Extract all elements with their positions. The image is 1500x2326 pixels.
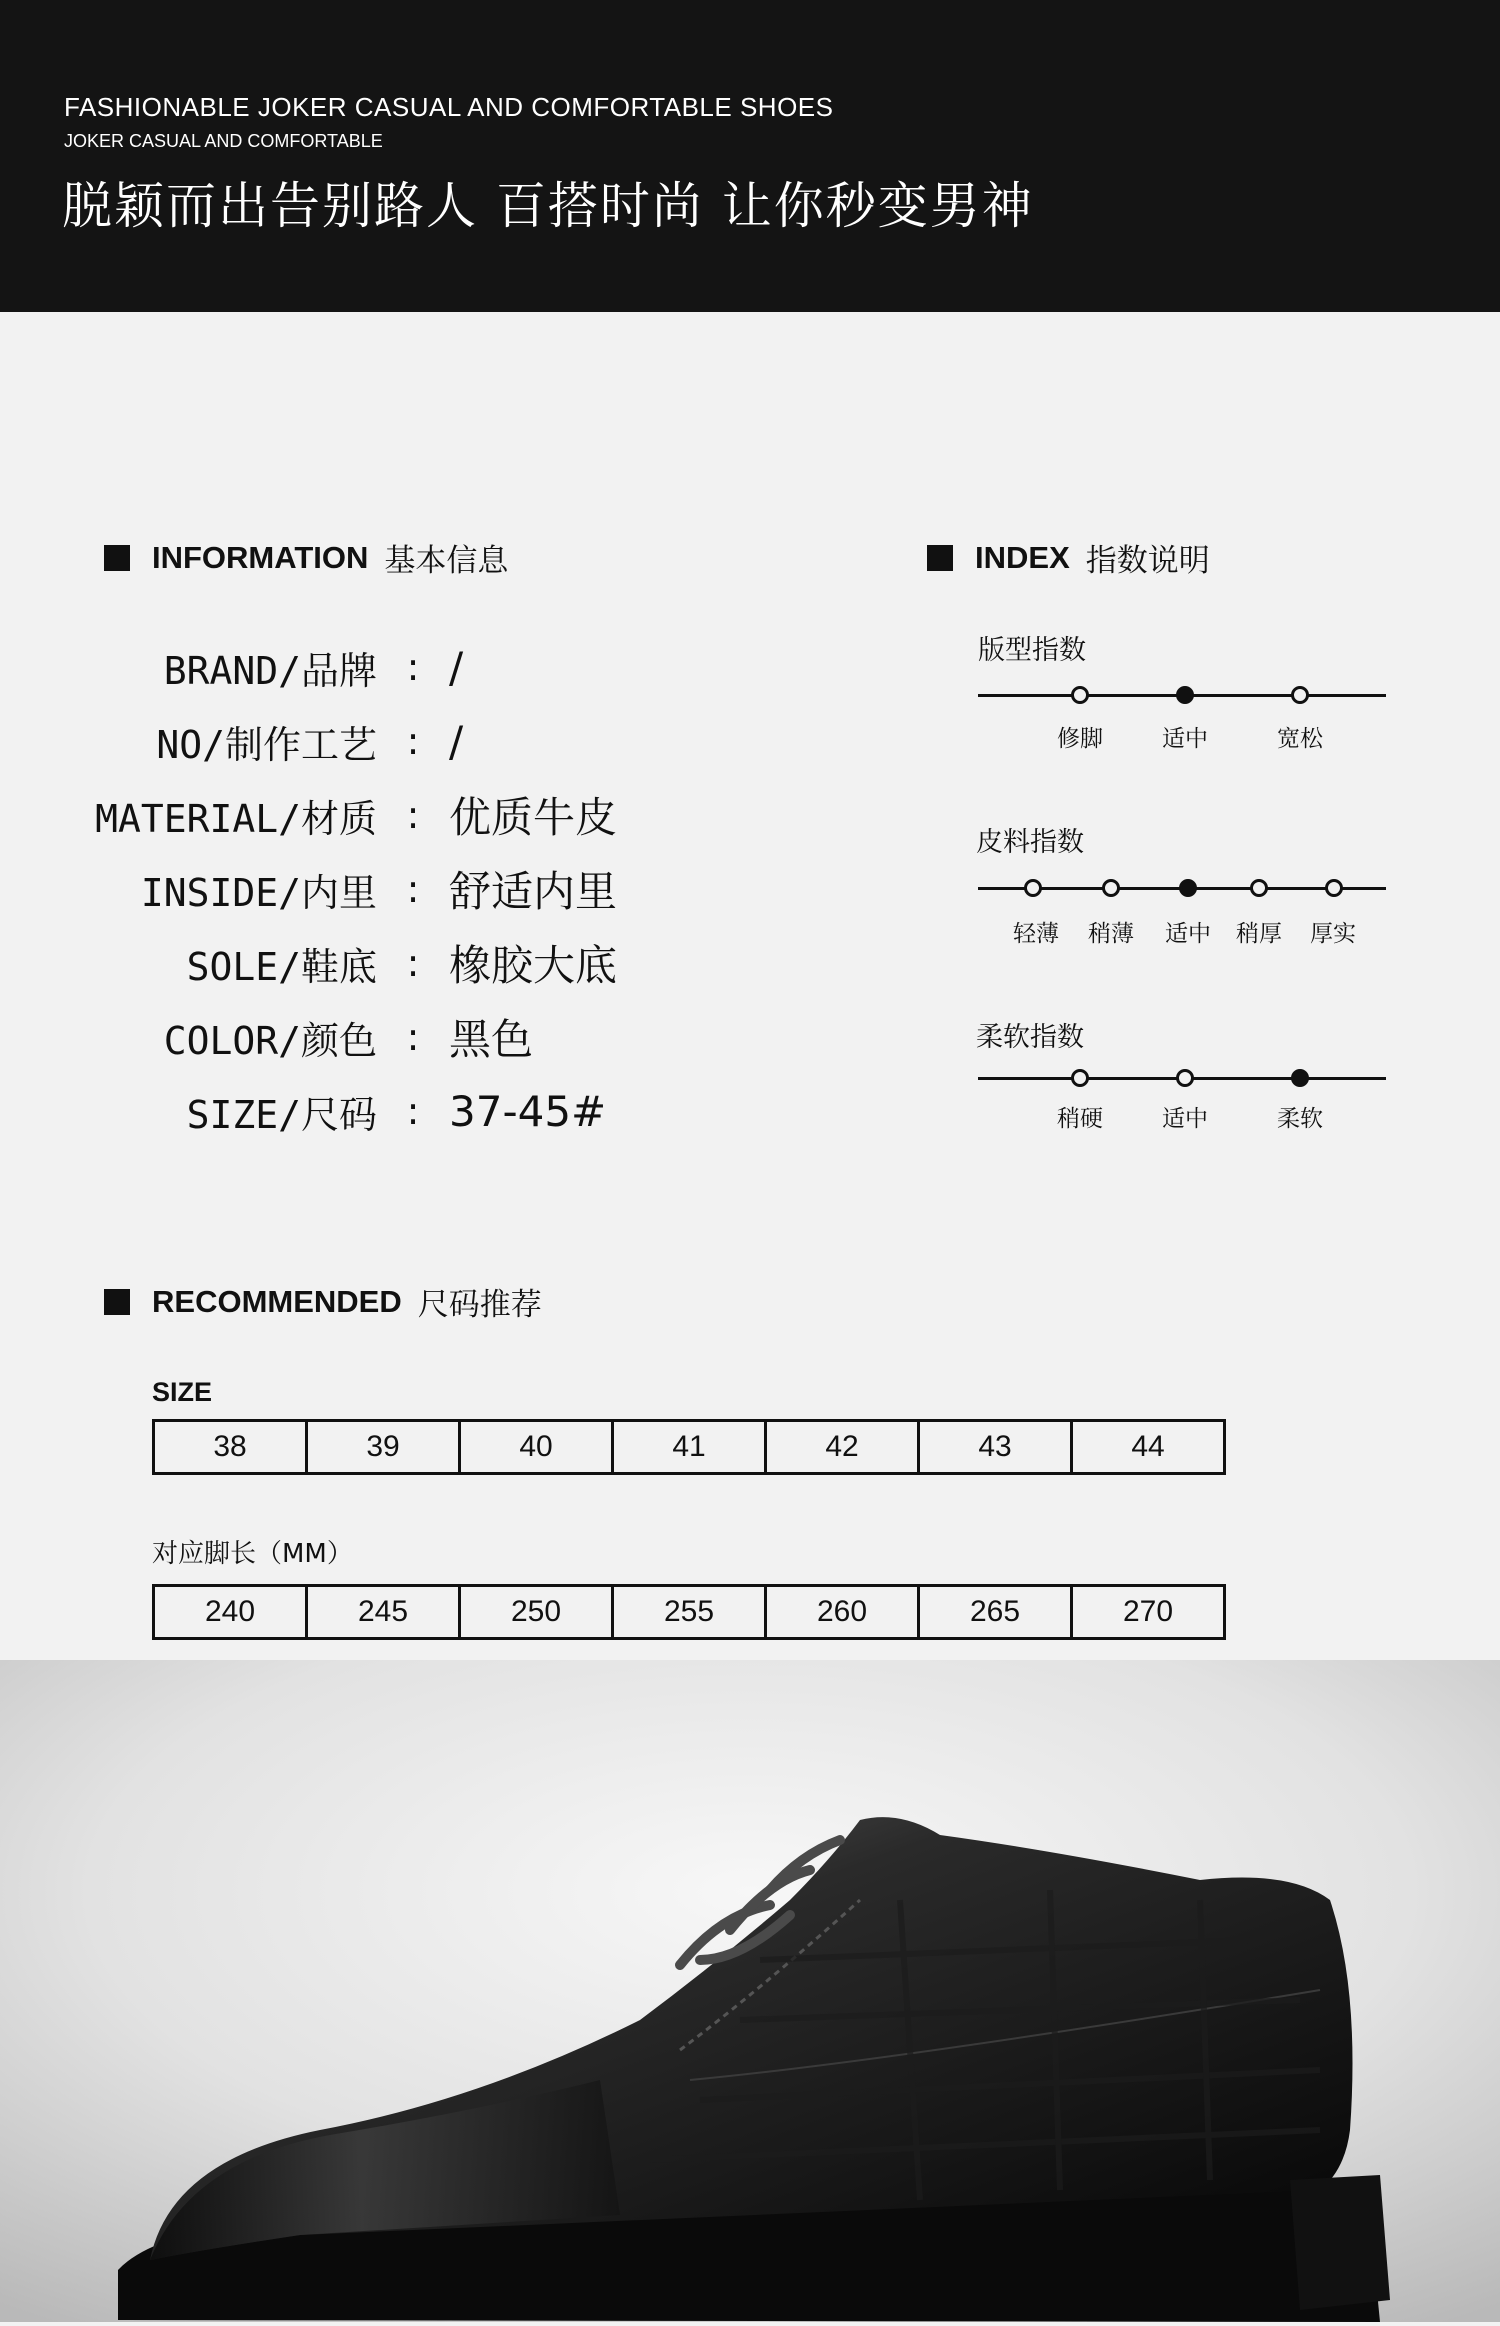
info-colon: : — [406, 719, 420, 763]
information-heading-cn: 基本信息 — [384, 543, 509, 579]
info-row-sole — [0, 933, 617, 993]
length-table-caption: 对应脚长（MM） — [152, 1539, 353, 1569]
size-cell: 39 — [308, 1422, 461, 1472]
length-cell: 250 — [461, 1587, 614, 1637]
length-cell: 240 — [155, 1587, 308, 1637]
index-dot — [1071, 1069, 1089, 1087]
square-bullet-icon — [927, 545, 953, 571]
size-cell: 42 — [767, 1422, 920, 1472]
index-option-label: 轻薄 — [1013, 921, 1059, 947]
index-scale-label: 皮料指数 — [976, 827, 1084, 858]
index-dot — [1325, 879, 1343, 897]
index-option-label: 适中 — [1162, 726, 1208, 752]
index-option-label: 宽松 — [1277, 726, 1323, 752]
info-colon: : — [406, 1015, 420, 1059]
header-subtitle: JOKER CASUAL AND COMFORTABLE — [64, 131, 383, 151]
info-colon: : — [406, 867, 420, 911]
header-slogan: 脱颖而出告别路人 百搭时尚 让你秒变男神 — [62, 177, 1034, 235]
index-dot — [1102, 879, 1120, 897]
index-dot — [1291, 1069, 1309, 1087]
info-value: 37-45# — [449, 1086, 607, 1136]
leather-shoe-illustration — [0, 1660, 1500, 2322]
info-label: NO/制作工艺 — [156, 722, 377, 767]
info-label: SIZE/尺码 — [186, 1092, 377, 1137]
length-cell: 255 — [614, 1587, 767, 1637]
index-option-label: 适中 — [1162, 1106, 1208, 1132]
info-row-size — [0, 1081, 606, 1141]
info-value: 优质牛皮 — [449, 793, 618, 842]
index-option-label: 修脚 — [1057, 726, 1103, 752]
index-option-label: 稍厚 — [1236, 921, 1282, 947]
index-heading-en: INDEX — [975, 539, 1070, 575]
info-colon: : — [406, 941, 420, 985]
length-cell: 260 — [767, 1587, 920, 1637]
index-option-label: 稍薄 — [1088, 921, 1134, 947]
info-value: 舒适内里 — [449, 867, 618, 916]
info-colon: : — [406, 793, 420, 837]
size-cell: 41 — [614, 1422, 767, 1472]
information-heading-en: INFORMATION — [152, 539, 369, 575]
information-heading — [104, 535, 508, 580]
index-option-label: 稍硬 — [1057, 1106, 1103, 1132]
index-option-label: 适中 — [1165, 921, 1211, 947]
info-label: BRAND/品牌 — [163, 648, 377, 693]
index-dot — [1176, 1069, 1194, 1087]
info-label: SOLE/鞋底 — [186, 944, 377, 989]
info-row-material — [0, 785, 617, 845]
info-row-no — [0, 711, 463, 771]
index-scale-label: 版型指数 — [978, 635, 1086, 666]
recommended-heading-en: RECOMMENDED — [152, 1283, 402, 1319]
info-colon: : — [406, 645, 420, 689]
index-dot — [1179, 879, 1197, 897]
index-dot — [1024, 879, 1042, 897]
size-cell: 38 — [155, 1422, 308, 1472]
info-label: MATERIAL/材质 — [95, 796, 377, 841]
info-value: / — [449, 642, 464, 692]
size-cell: 43 — [920, 1422, 1073, 1472]
header-title: FASHIONABLE JOKER CASUAL AND COMFORTABLE SHOES — [64, 92, 834, 122]
size-table-caption: SIZE — [152, 1377, 213, 1407]
index-dot — [1071, 686, 1089, 704]
index-heading — [927, 535, 1210, 580]
info-value: 黑色 — [449, 1015, 534, 1064]
size-table — [152, 1419, 1226, 1475]
recommended-heading — [104, 1279, 542, 1324]
header-banner — [0, 0, 1500, 312]
index-dot — [1176, 686, 1194, 704]
size-cell: 40 — [461, 1422, 614, 1472]
length-cell: 270 — [1122, 1595, 1174, 1628]
square-bullet-icon — [104, 1289, 130, 1315]
info-value: / — [449, 716, 464, 766]
recommended-heading-cn: 尺码推荐 — [417, 1287, 542, 1323]
index-option-label: 厚实 — [1310, 921, 1356, 947]
info-label: COLOR/颜色 — [163, 1018, 377, 1063]
index-dot — [1291, 686, 1309, 704]
index-dot — [1250, 879, 1268, 897]
info-row-inside — [0, 859, 617, 919]
info-label: INSIDE/内里 — [140, 870, 377, 915]
shoe-product-image — [0, 1660, 1500, 2322]
info-row-color — [0, 1007, 533, 1067]
info-row-brand — [0, 637, 463, 697]
index-heading-cn: 指数说明 — [1085, 543, 1210, 579]
length-table — [152, 1584, 1226, 1640]
index-scale-label: 柔软指数 — [976, 1022, 1084, 1053]
info-value: 橡胶大底 — [449, 941, 618, 990]
index-option-label: 柔软 — [1277, 1106, 1323, 1132]
length-cell: 245 — [308, 1587, 461, 1637]
length-cell: 265 — [920, 1587, 1073, 1637]
size-cell: 44 — [1131, 1430, 1165, 1463]
info-colon: : — [406, 1089, 420, 1133]
square-bullet-icon — [104, 545, 130, 571]
